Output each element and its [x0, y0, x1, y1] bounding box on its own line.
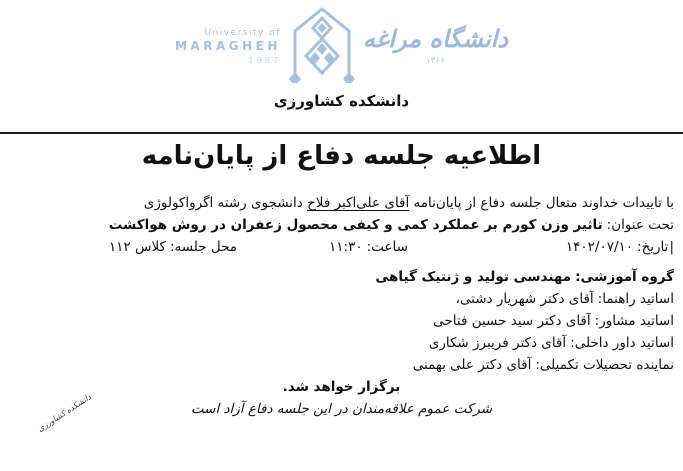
committee-row-supervisor [9, 288, 674, 310]
time-value: ۱۱:۳۰ [329, 239, 363, 255]
subject-line [9, 214, 674, 236]
university-logo [0, 4, 683, 84]
text-cursor: | [669, 239, 674, 255]
location-label: محل جلسه: [169, 239, 238, 255]
committee-label: نماینده تحصیلات تکمیلی: [535, 357, 674, 373]
department-value: مهندسی تولید و ژنتیک گیاهی [375, 269, 572, 285]
subject-label: تحت عنوان: [606, 217, 674, 233]
logo-year-en-text: 1987 [248, 56, 281, 66]
logo-university-of-text: University of [204, 27, 281, 38]
committee-value: آقای دکتر سید حسین فتاحی [433, 313, 591, 329]
university-emblem-icon [289, 5, 355, 83]
thesis-title: تاثیر وزن کورم بر عملکرد کمی و کیفی محصول زعفران در روش هواکشت [108, 217, 603, 233]
committee-value: آقای دکتر علی بهمنی [412, 357, 532, 373]
logo-year-fa-text: ۱۳۶۶ [425, 55, 446, 66]
committee-row-graduate-representative [9, 354, 674, 376]
page-title: اطلاعیه جلسه دفاع از پایان‌نامه [141, 141, 542, 171]
committee-label: اساتید راهنما: [597, 291, 674, 307]
divider-line [0, 132, 683, 134]
announcement-body [9, 192, 674, 420]
time-label: ساعت: [366, 239, 408, 255]
committee-label: اساتید داور داخلی: [570, 335, 674, 351]
committee-row-internal-examiner [9, 332, 674, 354]
schedule-line [9, 236, 674, 258]
location-value: کلاس ۱۱۲ [108, 239, 166, 255]
date-value: ۱۴۰۲/۰۷/۱۰ [565, 239, 634, 255]
time-field [329, 239, 408, 255]
closing-line: برگزار خواهد شد. [282, 379, 401, 395]
intro-text-before: با تاییدات خداوند متعال جلسه دفاع از پایان‌نامه [409, 195, 674, 211]
committee-value: آقای دکتر فریبرز شکاری [428, 335, 567, 351]
logo-english-block [175, 28, 281, 66]
logo-university-fa-text: دانشگاه مراغه [362, 25, 508, 54]
location-field [109, 239, 237, 255]
invitation-line: شرکت عموم علاقه‌مندان در این جلسه دفاع آزاد است [190, 401, 493, 417]
logo-persian-block [363, 26, 508, 65]
committee-row-advisor [9, 310, 674, 332]
date-label: تاریخ: [637, 239, 669, 255]
committee-value: آقای دکتر شهریار دشتی، [455, 291, 594, 307]
date-field [566, 239, 669, 255]
faculty-heading: دانشکده کشاورزی [273, 92, 410, 110]
department-label: گروه آموزشی: [575, 269, 674, 285]
intro-line [9, 192, 674, 214]
faculty-stamp-text: دانشکده کشاورزی [36, 392, 93, 434]
student-name: آقای علی‌اکبر فلاح [307, 195, 410, 211]
department-line [9, 266, 674, 288]
committee-label: اساتید مشاور: [594, 313, 674, 329]
logo-maragheh-text: MARAGHEH [174, 39, 281, 54]
intro-text-after: دانشجوی رشته اگرواکولوژی [143, 195, 308, 211]
